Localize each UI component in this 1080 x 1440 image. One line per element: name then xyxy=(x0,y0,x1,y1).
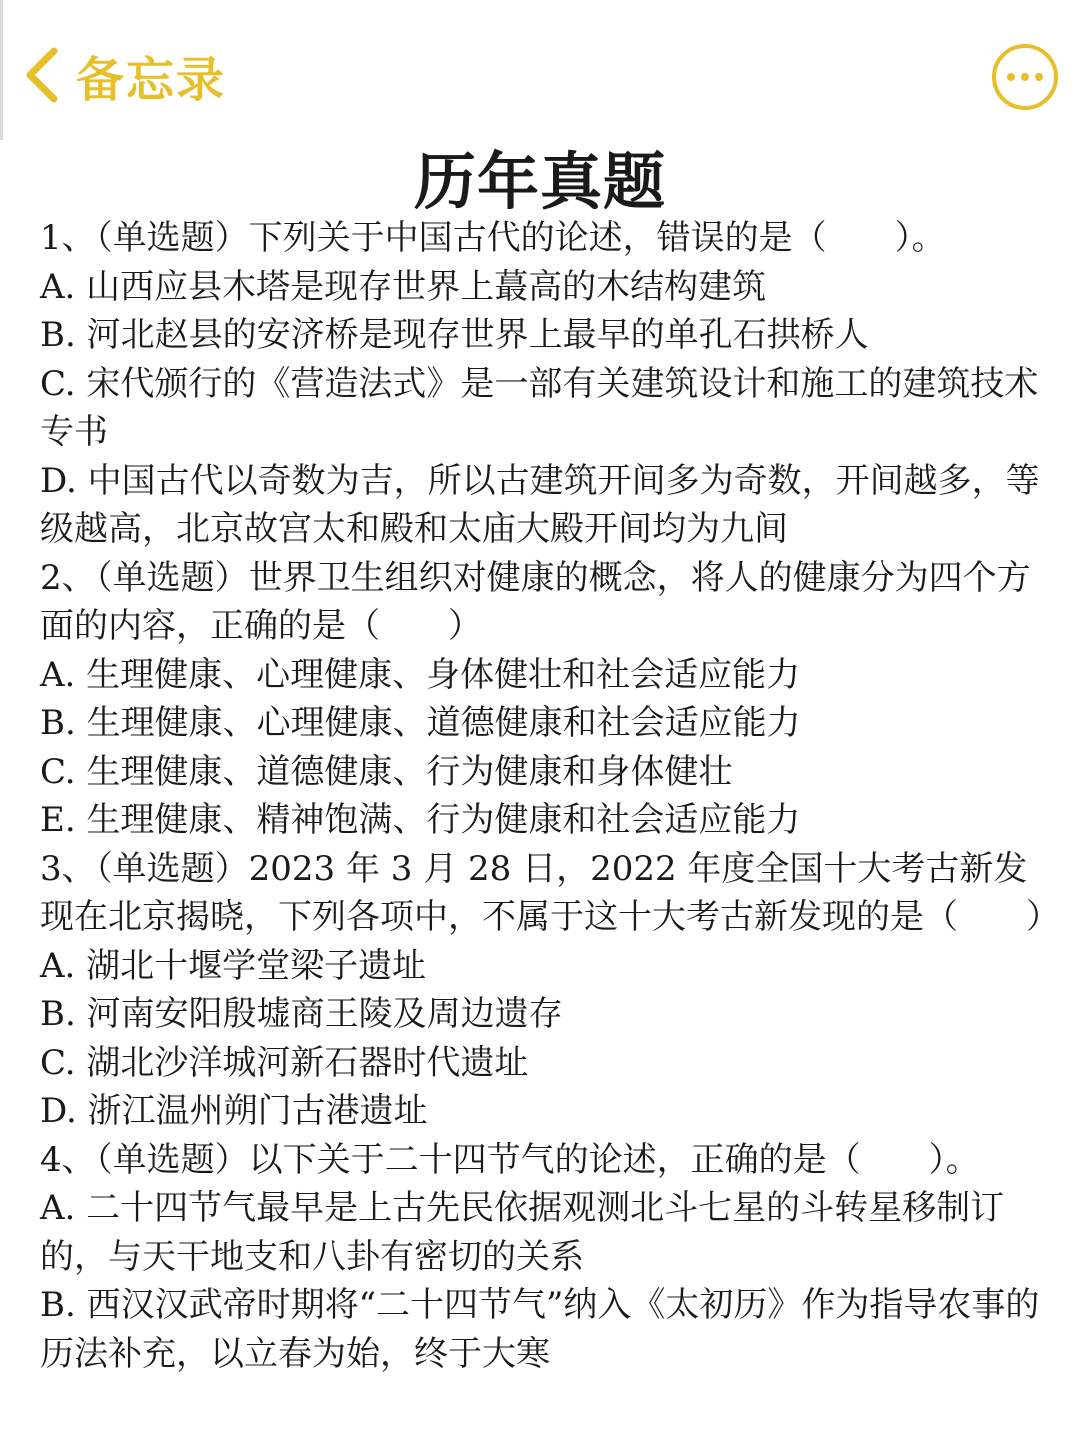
question-3-stem: 3、（单选题）2023 年 3 月 28 日，2022 年度全国十大考古新发现在北京揭晓，下列各项中，不属于这十大考古新发现的是（ ） xyxy=(40,848,1060,937)
question-1-option-c: C. 宋代颁行的《营造法式》是一部有关建筑设计和施工的建筑技术专书 xyxy=(40,363,1039,452)
question-3-option-c: C. 湖北沙洋城河新石器时代遗址 xyxy=(40,1042,529,1083)
chevron-left-icon xyxy=(22,45,62,105)
question-4-option-a: A. 二十四节气最早是上古先民依据观测北斗七星的斗转星移制订的，与天干地支和八卦有密切的关系 xyxy=(40,1188,1005,1277)
question-1-option-d: D. 中国古代以奇数为吉，所以古建筑开间多为奇数，开间越多，等级越高，北京故宫太和殿和太庙大殿开间均为九间 xyxy=(40,460,1040,549)
question-2-option-e: E. 生理健康、精神饱满、行为健康和社会适应能力 xyxy=(40,800,801,840)
question-1-stem: 1、（单选题）下列关于中国古代的论述，错误的是（ ）。 xyxy=(40,218,946,258)
question-4-stem: 4、（单选题）以下关于二十四节气的论述，正确的是（ ）。 xyxy=(40,1139,980,1180)
note-title: 历年真题 xyxy=(413,145,666,218)
back-button-label: 备忘录 xyxy=(76,51,227,108)
question-2-option-a: A. 生理健康、心理健康、身体健壮和社会适应能力 xyxy=(40,654,801,695)
question-3-option-a: A. 湖北十堰学堂梁子遗址 xyxy=(40,945,427,986)
question-2-option-c: C. 生理健康、道德健康、行为健康和身体健壮 xyxy=(40,751,733,792)
top-navigation-bar xyxy=(0,0,1080,140)
back-button[interactable] xyxy=(22,40,226,110)
question-1-option-a: A. 山西应县木塔是现存世界上蕞高的木结构建筑 xyxy=(40,266,767,307)
question-1-option-b: B. 河北赵县的安济桥是现存世界上最早的单孔石拱桥人 xyxy=(40,315,869,355)
question-3-option-d: D. 浙江温州朔门古港遗址 xyxy=(40,1091,428,1131)
note-body[interactable] xyxy=(40,214,1060,1378)
question-2-option-b: B. 生理健康、心理健康、道德健康和社会适应能力 xyxy=(40,703,801,743)
question-2-stem: 2、（单选题）世界卫生组织对健康的概念，将人的健康分为四个方面的内容，正确的是（ ） xyxy=(40,557,1031,646)
more-horizontal-icon xyxy=(1021,73,1029,81)
more-horizontal-icon xyxy=(1035,73,1043,81)
edge-divider xyxy=(0,0,3,140)
more-horizontal-icon xyxy=(1007,73,1015,81)
question-4-option-b: B. 西汉汉武帝时期将“二十四节气”纳入《太初历》作为指导农事的历法补充，以立春为始，终于大寒 xyxy=(40,1285,1040,1374)
question-3-option-b: B. 河南安阳殷墟商王陵及周边遗存 xyxy=(40,994,563,1034)
more-options-button[interactable] xyxy=(992,44,1058,110)
